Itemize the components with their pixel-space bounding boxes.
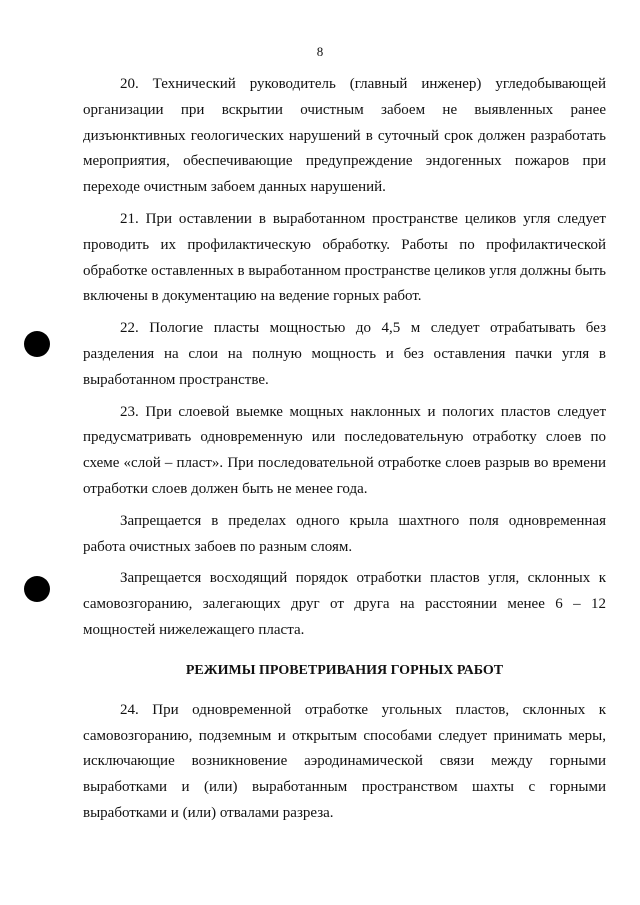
- paragraph-20: 20. Технический руководитель (главный инженер) угледобывающей организации при вскрытии очистным забоем не выявленных ранее дизъюнктивных геологических нарушений в суточный срок должен разработать мероприятия, обеспечивающие предупреждение эндогенных пожаров при переходе очистным забоем данных нарушений.: [83, 76, 606, 196]
- section-heading: РЕЖИМЫ ПРОВЕТРИВАНИЯ ГОРНЫХ РАБОТ: [185, 662, 504, 678]
- punch-hole-mark: [24, 576, 50, 602]
- page-number: 8: [316, 44, 324, 59]
- paragraph-23: 23. При слоевой выемке мощных наклонных и пологих пластов следует предусматривать одновременную или последовательную отработку слоев по схеме «слой – пласт». При последовательной отработке слоев разрыв во времени отработки слоев должен быть не менее года.: [83, 403, 606, 497]
- paragraph-prohibition-1: Запрещается в пределах одного крыла шахтного поля одновременная работа очистных забоев по разным слоям.: [83, 512, 606, 555]
- punch-hole-mark: [24, 331, 50, 357]
- paragraph-21: 21. При оставлении в выработанном пространстве целиков угля следует проводить их профилактическую обработку. Работы по профилактической обработке оставленных в выработанном пространстве целиков угля должны быть включены в документацию на ведение горных работ.: [83, 210, 606, 305]
- paragraph-prohibition-2: Запрещается восходящий порядок отработки пластов угля, склонных к самовозгоранию, залегающих друг от друга на расстоянии менее 6 – 12 мощностей нижележащего пласта.: [83, 570, 606, 638]
- document-body: [83, 72, 606, 827]
- paragraph-24: 24. При одновременной отработке угольных пластов, склонных к самовозгоранию, подземным и открытым способами следует принимать меры, исключающие возникновение аэродинамической связи между горными выработками и (или) выработанным пространством шахты с горными выработками и (или) отвалами разреза.: [83, 701, 606, 821]
- paragraph-22: 22. Пологие пласты мощностью до 4,5 м следует отрабатывать без разделения на слои на полную мощность и без оставления пачки угля в выработанном пространстве.: [83, 320, 606, 388]
